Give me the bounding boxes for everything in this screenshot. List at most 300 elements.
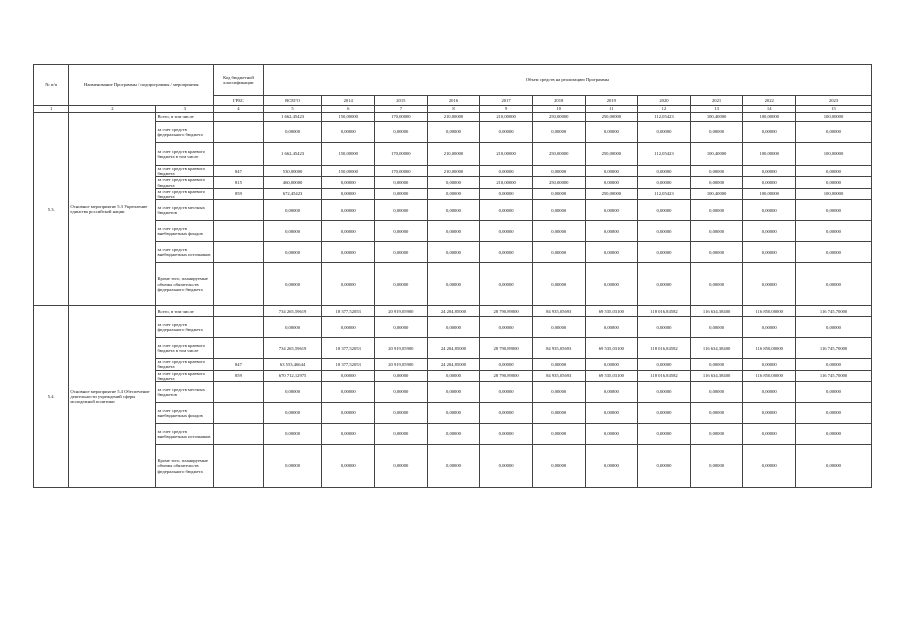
year-value: 118 016,84582 <box>638 338 691 359</box>
year-value: 0,00000 <box>690 317 743 338</box>
grbs-code <box>214 445 264 488</box>
year-value: 0,00000 <box>375 382 428 403</box>
grbs-code <box>214 317 264 338</box>
year-value: 0,00000 <box>796 263 872 306</box>
year-value: 0,00000 <box>532 122 585 143</box>
year-value: 0,00000 <box>796 177 872 188</box>
column-number: 15 <box>796 106 872 113</box>
header-num: № п/п <box>34 65 69 106</box>
activity-name: Основное мероприятие 5.3 Укрепление единства российской нации <box>69 113 156 306</box>
year-value: 116 634,38400 <box>690 338 743 359</box>
year-value: 28 790,89000 <box>480 370 533 381</box>
year-value: 0,00000 <box>796 424 872 445</box>
header-year: 2019 <box>585 96 638 106</box>
header-year: 2020 <box>638 96 691 106</box>
year-value: 18 377,52053 <box>322 306 375 317</box>
year-value: 0,00000 <box>690 177 743 188</box>
year-value: 100,00000 <box>743 188 796 199</box>
funding-source: за счет средств внебюджетных фондов <box>156 221 214 242</box>
year-value: 0,00000 <box>375 424 428 445</box>
year-value: 0,00000 <box>322 445 375 488</box>
funding-source: за счет средств краевого бюджета <box>156 359 214 370</box>
year-value: 0,00000 <box>585 166 638 177</box>
year-value: 0,00000 <box>427 242 480 263</box>
year-value: 0,00000 <box>690 403 743 424</box>
year-value: 0,00000 <box>796 200 872 221</box>
header-year: 2022 <box>743 96 796 106</box>
column-number: 3 <box>156 106 214 113</box>
year-value: 116 634,38400 <box>690 306 743 317</box>
funding-source: за счет средств краевого бюджета в том числе <box>156 338 214 359</box>
total-value: 734 265,59619 <box>263 338 322 359</box>
year-value: 0,00000 <box>638 177 691 188</box>
year-value: 250,00000 <box>532 113 585 122</box>
year-value: 0,00000 <box>375 370 428 381</box>
column-number: 11 <box>585 106 638 113</box>
activity-number: 5.4. <box>34 306 69 488</box>
year-value: 18 377,52053 <box>322 359 375 370</box>
year-value: 112,05423 <box>638 188 691 199</box>
year-value: 0,00000 <box>322 200 375 221</box>
column-number: 13 <box>690 106 743 113</box>
table-row <box>34 200 872 221</box>
total-value: 0,00000 <box>263 445 322 488</box>
funding-source: Всего, в том числе <box>156 113 214 122</box>
funding-source: за счет средств внебюджетных источников <box>156 424 214 445</box>
year-value: 0,00000 <box>480 359 533 370</box>
year-value: 0,00000 <box>690 200 743 221</box>
total-value: 0,00000 <box>263 263 322 306</box>
header-year: 2014 <box>322 96 375 106</box>
header-year: 2021 <box>690 96 743 106</box>
column-number: 7 <box>375 106 428 113</box>
year-value: 0,00000 <box>322 403 375 424</box>
year-value: 150,00000 <box>322 143 375 166</box>
header-name: Наименование Программы / подпрограммы / мероприятия <box>69 65 214 106</box>
total-value: 672,45423 <box>263 188 322 199</box>
year-value: 100,40000 <box>690 188 743 199</box>
year-value: 0,00000 <box>690 445 743 488</box>
year-value: 24 204,85000 <box>427 359 480 370</box>
year-value: 0,00000 <box>690 122 743 143</box>
table-row <box>34 403 872 424</box>
year-value: 0,00000 <box>638 403 691 424</box>
year-value: 69 535,03100 <box>585 370 638 381</box>
year-value: 28 790,89000 <box>480 338 533 359</box>
year-value: 0,00000 <box>532 200 585 221</box>
year-value: 150,00000 <box>322 113 375 122</box>
total-value: 0,00000 <box>263 200 322 221</box>
grbs-code <box>214 338 264 359</box>
year-value: 0,00000 <box>638 200 691 221</box>
total-value: 1 662,45423 <box>263 143 322 166</box>
table-row <box>34 424 872 445</box>
year-value: 0,00000 <box>480 242 533 263</box>
total-value: 0,00000 <box>263 242 322 263</box>
year-value: 0,00000 <box>427 221 480 242</box>
year-value: 0,00000 <box>796 221 872 242</box>
year-value: 0,00000 <box>796 122 872 143</box>
column-number: 10 <box>532 106 585 113</box>
year-value: 210,00000 <box>480 177 533 188</box>
year-value: 150,00000 <box>322 166 375 177</box>
year-value: 0,00000 <box>427 424 480 445</box>
year-value: 0,00000 <box>532 359 585 370</box>
activity-name: Основное мероприятие 5.4 Обеспечение деятельности учреждений сферы молодежной политики <box>69 306 156 488</box>
year-value: 0,00000 <box>480 166 533 177</box>
year-value: 0,00000 <box>690 359 743 370</box>
year-value: 100,00000 <box>796 113 872 122</box>
year-value: 0,00000 <box>427 317 480 338</box>
table-row <box>34 382 872 403</box>
column-number: 2 <box>69 106 156 113</box>
year-value: 0,00000 <box>690 424 743 445</box>
year-value: 0,00000 <box>480 221 533 242</box>
year-value: 0,00000 <box>375 221 428 242</box>
year-value: 28 790,89000 <box>480 306 533 317</box>
table-row <box>34 177 872 188</box>
funding-source: Кроме того, планируемые объемы обязательств федерального бюджета <box>156 445 214 488</box>
year-value: 0,00000 <box>690 382 743 403</box>
total-value: 0,00000 <box>263 221 322 242</box>
year-value: 0,00000 <box>585 359 638 370</box>
year-value: 0,00000 <box>638 242 691 263</box>
year-value: 0,00000 <box>322 370 375 381</box>
header-volume: Объем средств на реализацию Программы <box>263 65 871 96</box>
year-value: 0,00000 <box>375 263 428 306</box>
year-value: 0,00000 <box>638 359 691 370</box>
year-value: 0,00000 <box>427 188 480 199</box>
year-value: 0,00000 <box>375 445 428 488</box>
year-value: 0,00000 <box>322 382 375 403</box>
table-row <box>34 242 872 263</box>
year-value: 0,00000 <box>532 424 585 445</box>
year-value: 0,00000 <box>743 166 796 177</box>
year-value: 0,00000 <box>585 177 638 188</box>
year-value: 116 634,38400 <box>690 370 743 381</box>
year-value: 0,00000 <box>532 166 585 177</box>
year-value: 100,40000 <box>690 143 743 166</box>
year-value: 210,00000 <box>427 166 480 177</box>
grbs-code: 859 <box>214 370 264 381</box>
year-value: 170,00000 <box>375 143 428 166</box>
budget-table <box>33 64 872 488</box>
year-value: 0,00000 <box>690 242 743 263</box>
funding-source: за счет средств местных бюджетов <box>156 382 214 403</box>
year-value: 18 377,52053 <box>322 338 375 359</box>
grbs-code <box>214 200 264 221</box>
year-value: 0,00000 <box>480 424 533 445</box>
year-value: 0,00000 <box>532 242 585 263</box>
grbs-code <box>214 306 264 317</box>
total-value: 0,00000 <box>263 122 322 143</box>
year-value: 116 745,70000 <box>796 338 872 359</box>
column-number: 9 <box>480 106 533 113</box>
grbs-code <box>214 263 264 306</box>
year-value: 0,00000 <box>532 403 585 424</box>
funding-source: за счет средств краевого бюджета <box>156 188 214 199</box>
year-value: 0,00000 <box>532 382 585 403</box>
year-value: 0,00000 <box>585 445 638 488</box>
total-value: 0,00000 <box>263 317 322 338</box>
year-value: 0,00000 <box>585 221 638 242</box>
year-value: 0,00000 <box>743 445 796 488</box>
year-value: 0,00000 <box>796 359 872 370</box>
header-total: ВСЕГО <box>263 96 322 106</box>
year-value: 0,00000 <box>796 445 872 488</box>
year-value: 170,00000 <box>375 113 428 122</box>
header-kbk: Код бюджетной классификации <box>214 65 264 96</box>
year-value: 0,00000 <box>638 221 691 242</box>
year-value: 0,00000 <box>743 221 796 242</box>
year-value: 0,00000 <box>322 122 375 143</box>
table-row <box>34 166 872 177</box>
funding-source: за счет средств федерального бюджета <box>156 122 214 143</box>
year-value: 0,00000 <box>690 263 743 306</box>
column-number: 4 <box>214 106 264 113</box>
year-value: 116 850,00000 <box>743 306 796 317</box>
year-value: 84 935,05693 <box>532 306 585 317</box>
year-value: 100,00000 <box>743 143 796 166</box>
year-value: 0,00000 <box>743 242 796 263</box>
year-value: 0,00000 <box>480 122 533 143</box>
year-value: 0,00000 <box>480 382 533 403</box>
column-number: 8 <box>427 106 480 113</box>
funding-source: за счет средств краевого бюджета в том числе <box>156 143 214 166</box>
year-value: 0,00000 <box>427 370 480 381</box>
year-value: 0,00000 <box>743 200 796 221</box>
grbs-code <box>214 382 264 403</box>
table-row <box>34 122 872 143</box>
year-value: 0,00000 <box>743 424 796 445</box>
year-value: 0,00000 <box>532 317 585 338</box>
year-value: 0,00000 <box>638 166 691 177</box>
year-value: 84 935,05693 <box>532 338 585 359</box>
year-value: 0,00000 <box>427 263 480 306</box>
column-number: 6 <box>322 106 375 113</box>
table-row <box>34 113 872 122</box>
year-value: 0,00000 <box>322 221 375 242</box>
year-value: 100,00000 <box>796 188 872 199</box>
year-value: 0,00000 <box>585 424 638 445</box>
year-value: 112,05423 <box>638 113 691 122</box>
year-value: 0,00000 <box>690 221 743 242</box>
year-value: 0,00000 <box>322 263 375 306</box>
year-value: 0,00000 <box>743 382 796 403</box>
year-value: 250,00000 <box>532 143 585 166</box>
header-year: 2018 <box>532 96 585 106</box>
year-value: 0,00000 <box>427 382 480 403</box>
year-value: 0,00000 <box>375 317 428 338</box>
year-value: 0,00000 <box>375 242 428 263</box>
year-value: 116 745,70000 <box>796 306 872 317</box>
funding-source: за счет средств внебюджетных источников <box>156 242 214 263</box>
year-value: 0,00000 <box>638 317 691 338</box>
year-value: 0,00000 <box>585 242 638 263</box>
year-value: 0,00000 <box>322 242 375 263</box>
year-value: 0,00000 <box>585 263 638 306</box>
year-value: 250,00000 <box>585 188 638 199</box>
year-value: 69 535,03100 <box>585 306 638 317</box>
year-value: 0,00000 <box>427 122 480 143</box>
year-value: 0,00000 <box>638 382 691 403</box>
total-value: 734 265,59619 <box>263 306 322 317</box>
year-value: 0,00000 <box>796 317 872 338</box>
year-value: 0,00000 <box>427 403 480 424</box>
year-value: 0,00000 <box>743 359 796 370</box>
funding-source: за счет средств местных бюджетов <box>156 200 214 221</box>
year-value: 0,00000 <box>638 122 691 143</box>
year-value: 0,00000 <box>638 424 691 445</box>
funding-source: за счет средств федерального бюджета <box>156 317 214 338</box>
year-value: 112,05423 <box>638 143 691 166</box>
year-value: 0,00000 <box>743 317 796 338</box>
year-value: 100,00000 <box>796 143 872 166</box>
funding-source: за счет средств краевого бюджета <box>156 370 214 381</box>
year-value: 0,00000 <box>375 122 428 143</box>
table-row <box>34 338 872 359</box>
year-value: 0,00000 <box>480 403 533 424</box>
grbs-code <box>214 143 264 166</box>
year-value: 0,00000 <box>480 200 533 221</box>
column-number: 5 <box>263 106 322 113</box>
year-value: 170,00000 <box>375 166 428 177</box>
year-value: 210,00000 <box>480 143 533 166</box>
grbs-code <box>214 221 264 242</box>
table-row <box>34 263 872 306</box>
year-value: 0,00000 <box>585 382 638 403</box>
year-value: 0,00000 <box>743 263 796 306</box>
grbs-code <box>214 403 264 424</box>
total-value: 0,00000 <box>263 382 322 403</box>
year-value: 118 016,84582 <box>638 370 691 381</box>
year-value: 0,00000 <box>532 188 585 199</box>
year-value: 250,00000 <box>532 177 585 188</box>
year-value: 0,00000 <box>322 188 375 199</box>
year-value: 0,00000 <box>375 188 428 199</box>
funding-source: за счет средств краевого бюджета <box>156 177 214 188</box>
year-value: 84 935,05693 <box>532 370 585 381</box>
total-value: 0,00000 <box>263 403 322 424</box>
column-number: 14 <box>743 106 796 113</box>
year-value: 0,00000 <box>322 424 375 445</box>
year-value: 0,00000 <box>480 188 533 199</box>
table-row <box>34 445 872 488</box>
year-value: 0,00000 <box>480 317 533 338</box>
column-number-row <box>34 106 872 113</box>
year-value: 0,00000 <box>532 221 585 242</box>
table-row <box>34 306 872 317</box>
funding-source: за счет средств краевого бюджета <box>156 166 214 177</box>
year-value: 0,00000 <box>638 263 691 306</box>
total-value: 530,00000 <box>263 166 322 177</box>
year-value: 24 204,85000 <box>427 306 480 317</box>
funding-source: Всего, в том числе <box>156 306 214 317</box>
year-value: 0,00000 <box>322 177 375 188</box>
year-value: 69 535,03100 <box>585 338 638 359</box>
column-number: 12 <box>638 106 691 113</box>
year-value: 0,00000 <box>532 445 585 488</box>
header-year: 2016 <box>427 96 480 106</box>
table-row <box>34 370 872 381</box>
year-value: 118 016,84582 <box>638 306 691 317</box>
header-grbs: ГРБС <box>214 96 264 106</box>
year-value: 100,40000 <box>690 113 743 122</box>
year-value: 250,00000 <box>585 113 638 122</box>
year-value: 0,00000 <box>585 403 638 424</box>
year-value: 100,00000 <box>743 113 796 122</box>
grbs-code <box>214 424 264 445</box>
total-value: 1 662,45423 <box>263 113 322 122</box>
year-value: 0,00000 <box>322 317 375 338</box>
year-value: 20 919,05900 <box>375 306 428 317</box>
year-value: 0,00000 <box>480 445 533 488</box>
grbs-code: 847 <box>214 359 264 370</box>
year-value: 0,00000 <box>796 403 872 424</box>
table-row <box>34 143 872 166</box>
funding-source: за счет средств внебюджетных фондов <box>156 403 214 424</box>
year-value: 0,00000 <box>585 200 638 221</box>
year-value: 0,00000 <box>638 445 691 488</box>
grbs-code <box>214 242 264 263</box>
year-value: 0,00000 <box>480 263 533 306</box>
year-value: 0,00000 <box>796 382 872 403</box>
year-value: 0,00000 <box>743 177 796 188</box>
grbs-code: 847 <box>214 166 264 177</box>
year-value: 210,00000 <box>427 113 480 122</box>
year-value: 116 745,70000 <box>796 370 872 381</box>
header-year: 2015 <box>375 96 428 106</box>
header-year: 2017 <box>480 96 533 106</box>
year-value: 0,00000 <box>375 200 428 221</box>
year-value: 0,00000 <box>743 122 796 143</box>
header-year: 2023 <box>796 96 872 106</box>
year-value: 250,00000 <box>585 143 638 166</box>
table-row <box>34 188 872 199</box>
total-value: 670 712,12975 <box>263 370 322 381</box>
table-row <box>34 359 872 370</box>
grbs-code: 859 <box>214 188 264 199</box>
year-value: 20 919,05900 <box>375 359 428 370</box>
year-value: 0,00000 <box>585 317 638 338</box>
activity-number: 5.3. <box>34 113 69 306</box>
year-value: 0,00000 <box>427 445 480 488</box>
year-value: 24 204,85000 <box>427 338 480 359</box>
total-value: 63 553,46644 <box>263 359 322 370</box>
year-value: 116 850,00000 <box>743 338 796 359</box>
year-value: 0,00000 <box>427 200 480 221</box>
funding-source: Кроме того, планируемые объемы обязательств федерального бюджета <box>156 263 214 306</box>
year-value: 0,00000 <box>796 166 872 177</box>
total-value: 0,00000 <box>263 424 322 445</box>
year-value: 0,00000 <box>427 177 480 188</box>
year-value: 0,00000 <box>796 242 872 263</box>
year-value: 0,00000 <box>743 403 796 424</box>
table-row <box>34 221 872 242</box>
year-value: 0,00000 <box>690 166 743 177</box>
year-value: 20 919,05900 <box>375 338 428 359</box>
grbs-code: 815 <box>214 177 264 188</box>
column-number: 1 <box>34 106 69 113</box>
grbs-code <box>214 113 264 122</box>
year-value: 0,00000 <box>585 122 638 143</box>
total-value: 460,00000 <box>263 177 322 188</box>
year-value: 0,00000 <box>532 263 585 306</box>
year-value: 0,00000 <box>375 177 428 188</box>
year-value: 116 850,00000 <box>743 370 796 381</box>
year-value: 0,00000 <box>375 403 428 424</box>
header-row <box>34 65 872 96</box>
